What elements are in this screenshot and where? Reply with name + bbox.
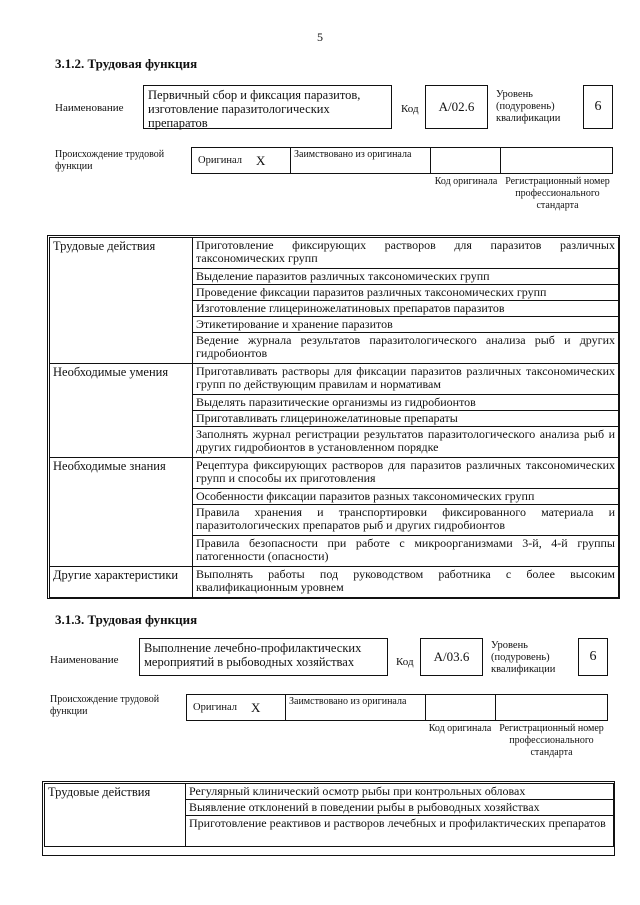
function-name-field: Первичный сбор и фиксация паразитов, изготовление паразитологических препаратов [143,85,392,129]
original-label: Оригинал [193,701,237,713]
level-field: 6 [578,638,608,676]
list-item: Регулярный клинический осмотр рыбы при контрольных обловах [186,784,614,800]
code-label: Код [401,103,419,115]
borrowed-label: Заимствовано из оригинала [294,149,412,160]
code-original-label: Код оригинала [428,723,492,734]
list-item: Изготовление глицериножелатиновых препаратов паразитов [193,301,619,317]
row-label-knowledge: Необходимые знания [50,458,193,567]
list-item: Приготавливать растворы для фиксации паразитов различных таксономических групп по действующим правилам и нормативам [193,364,619,395]
row-label-actions: Трудовые действия [50,238,193,364]
code-original-label: Код оригинала [434,176,498,187]
original-mark: X [256,152,266,168]
name-label: Наименование [55,102,124,114]
level-field: 6 [583,85,613,129]
list-item: Проведение фиксации паразитов различных таксономических групп [193,285,619,301]
list-item: Приготовление фиксирующих растворов для паразитов различных таксономических групп [193,238,619,269]
borrowed-label: Заимствовано из оригинала [289,696,407,707]
list-item: Правила безопасности при работе с микроорганизмами 3-й, 4-й группы патогенности (опасности) [193,536,619,567]
function-details-table [44,783,614,847]
list-item: Рецептура фиксирующих растворов для паразитов различных таксономических групп и способы их приготовления [193,458,619,489]
list-item: Приготавливать глицериножелатиновые препараты [193,411,619,427]
list-item: Выполнять работы под руководством работника с более высоким квалификационным уровнем [193,567,619,598]
list-item: Выделение паразитов различных таксономических групп [193,269,619,285]
page-number: 5 [317,30,323,44]
origin-label: Происхождение трудовой функции [55,149,165,172]
original-mark: X [251,699,261,715]
list-item: Выделять паразитические организмы из гидробионтов [193,395,619,411]
list-item: Выявление отклонений в поведении рыбы в рыбоводных хозяйствах [186,800,614,816]
list-item: Особенности фиксации паразитов разных таксономических групп [193,489,619,505]
origin-label: Происхождение трудовой функции [50,694,160,717]
list-item: Этикетирование и хранение паразитов [193,317,619,333]
name-label: Наименование [50,654,119,666]
list-item: Заполнять журнал регистрации результатов паразитологического анализа рыб и других гидробионтов в установленном порядке [193,427,619,458]
section-title: 3.1.3. Трудовая функция [55,612,198,627]
code-label: Код [396,656,414,668]
list-item: Ведение журнала результатов паразитологического анализа рыб и других гидробионтов [193,333,619,364]
level-label: Уровень (подуровень) квалификации [496,89,561,124]
function-name-field: Выполнение лечебно-профилактических мероприятий в рыбоводных хозяйствах [139,638,388,676]
row-label-skills: Необходимые умения [50,364,193,458]
list-item: Правила хранения и транспортировки фиксированного материала и паразитологических препаратов рыб и других гидробионтов [193,505,619,536]
row-label-actions: Трудовые действия [45,784,186,847]
row-label-other: Другие характеристики [50,567,193,598]
original-label: Оригинал [198,154,242,166]
code-field: А/03.6 [420,638,483,676]
reg-number-label: Регистрационный номер профессионального стандарта [505,176,610,211]
origin-table [186,694,608,721]
code-field: А/02.6 [425,85,488,129]
level-label: Уровень (подуровень) квалификации [491,640,556,675]
list-item: Приготовление реактивов и растворов лечебных и профилактических препаратов [186,816,614,847]
origin-table [191,147,613,174]
function-details-table [49,237,619,598]
reg-number-label: Регистрационный номер профессионального стандарта [499,723,604,758]
section-title: 3.1.2. Трудовая функция [55,56,198,71]
